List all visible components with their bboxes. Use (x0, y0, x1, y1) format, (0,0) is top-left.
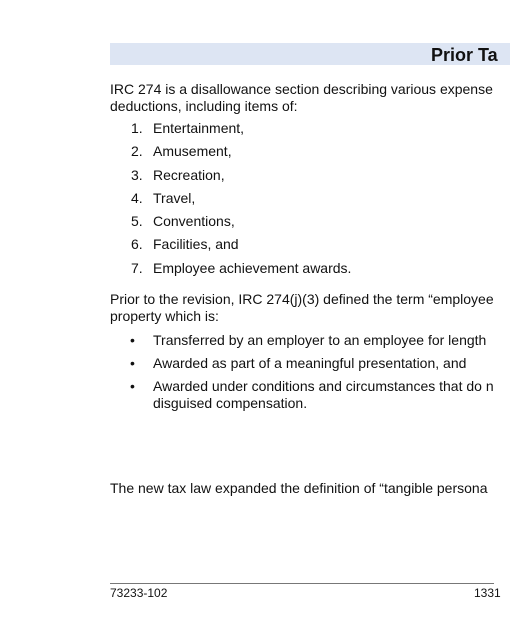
bullet-icon: • (130, 378, 135, 394)
list-text: Facilities, and (153, 236, 239, 253)
bullet-text: Awarded as part of a meaningful presentation, and (153, 355, 467, 371)
bullet-text: Awarded under conditions and circumstances that do n (153, 378, 494, 394)
list-number: 1. (131, 120, 143, 136)
bullet-item (110, 332, 494, 349)
closing-paragraph (110, 480, 487, 497)
prior-line-1: Prior to the revision, IRC 274(j)(3) defined the term “employee (110, 291, 494, 307)
page-title: Prior Ta (431, 45, 498, 65)
footer-divider (110, 583, 494, 584)
bullet-item (110, 378, 494, 412)
list-text: Travel, (153, 189, 196, 206)
list-number: 7. (131, 259, 143, 276)
bullet-icon: • (130, 355, 135, 371)
list-text: Recreation, (153, 166, 225, 183)
list-number: 2. (131, 143, 143, 160)
footer-document-id: 73233-102 (110, 586, 168, 600)
list-text: Entertainment, (153, 120, 245, 136)
list-text: Amusement, (153, 143, 232, 160)
bullet-list (110, 332, 494, 418)
list-text: Conventions, (153, 213, 235, 230)
bullet-icon: • (130, 332, 135, 348)
intro-line-2: deductions, including items of: (110, 98, 298, 114)
prior-paragraph (110, 291, 494, 325)
bullet-item (110, 355, 494, 372)
footer-page-number: 1331 (474, 586, 501, 600)
list-text: Employee achievement awards. (153, 259, 352, 276)
list-number: 6. (131, 236, 143, 253)
intro-line-1: IRC 274 is a disallowance section describing various expense (110, 81, 493, 97)
intro-paragraph (110, 81, 493, 115)
list-number: 4. (131, 189, 143, 206)
bullet-text-continued: disguised compensation. (153, 395, 308, 411)
bullet-text: Transferred by an employer to an employee for length (153, 332, 487, 348)
closing-line-1: The new tax law expanded the definition of “tangible persona (110, 480, 488, 496)
prior-line-2: property which is: (110, 308, 219, 324)
list-number: 3. (131, 166, 143, 183)
list-number: 5. (131, 213, 143, 230)
